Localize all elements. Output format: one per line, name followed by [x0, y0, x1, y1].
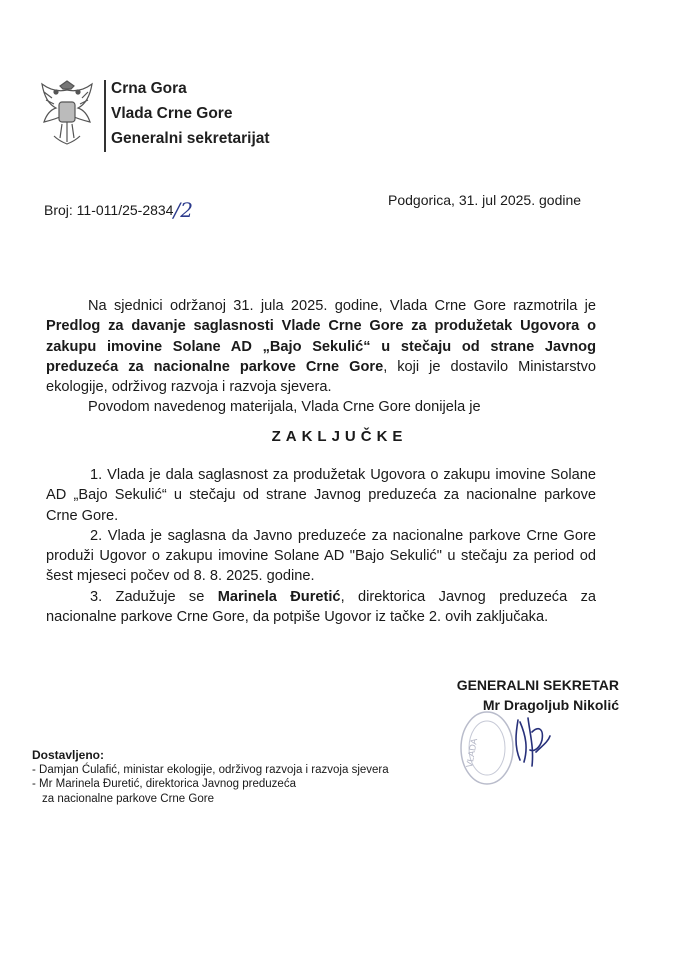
handwritten-suffix: /2: [173, 198, 193, 222]
reference-number: [44, 196, 193, 220]
intro-text-1: Na sjednici održanoj 31. jula 2025. godine, Vlada Crne Gore razmotrila je: [88, 298, 596, 314]
distribution-recipient: - Mr Marinela Đuretić, direktorica Javnog preduzeća: [32, 778, 296, 790]
letterhead: [111, 76, 270, 151]
intro2-text: Povodom navedenog materijala, Vlada Crne Gore donijela je: [88, 399, 481, 415]
conclusions-title: ZAKLJUČKE: [271, 428, 408, 445]
stamp-text: VLADA: [464, 737, 480, 769]
conclusion-item-3: [46, 587, 596, 628]
item3-name: Marinela Đuretić: [217, 588, 341, 605]
distribution-recipient: - Damjan Ćulafić, ministar ekologije, održivog razvoja i razvoja sjevera: [32, 763, 389, 776]
intro-subject: Predlog za davanje saglasnosti Vlade Crne Gore za produžetak Ugovora o zakupu imovine Solane AD „Bajo Sekulić“ u stečaju od strane Javnog preduzeća za nacionalne parkove Crne Gore: [46, 318, 596, 375]
place-date: Podgorica, 31. jul 2025. godine: [388, 192, 582, 208]
coat-of-arms-icon: [38, 80, 96, 150]
distribution-list: [32, 748, 389, 806]
conclusions-list: [46, 465, 596, 627]
office-name: Generalni sekretarijat: [111, 130, 270, 147]
intro-paragraph: [46, 296, 596, 397]
header-divider: [104, 80, 106, 152]
conclusion-item-2: 2. Vlada je saglasna da Javno preduzeće za nacionalne parkove Crne Gore produži Ugovor o zakupu imovine Solane AD "Bajo Sekulić" u stečaju za period od šest mjeseci počev od 8. 8. 2025. godine.: [46, 527, 596, 585]
distribution-heading: Dostavljeno:: [32, 748, 105, 762]
government-name: Vlada Crne Gore: [111, 105, 233, 122]
handwritten-signature-icon: [500, 712, 560, 772]
signatory-title: GENERALNI SEKRETAR: [456, 677, 619, 693]
conclusion-item-1: 1. Vlada je dala saglasnost za produžetak Ugovora o zakupu imovine Solane AD „Bajo Sekulić“ u stečaju od strane Javnog preduzeća za nacionalne parkove Crne Gore.: [46, 467, 596, 524]
distribution-recipient-continued: za nacionalne parkove Crne Gore: [42, 792, 214, 805]
reference-label: Broj: 11-011/25-2834: [44, 202, 174, 218]
intro-text-2: , koji je dostavilo Ministarstvo ekologije, održivog razvoja i razvoja sjevera.: [46, 358, 596, 396]
signatory-name: Mr Dragoljub Nikolić: [482, 697, 619, 713]
item3-prefix: 3. Zadužuje se: [90, 588, 218, 605]
item3-suffix: , direktorica Javnog preduzeća za nacionalne parkove Crne Gore, da potpiše Ugovor iz tačke 2. ovih zaključaka.: [46, 588, 596, 626]
intro-paragraph-2: [46, 397, 596, 417]
country-name: Crna Gora: [111, 80, 187, 97]
